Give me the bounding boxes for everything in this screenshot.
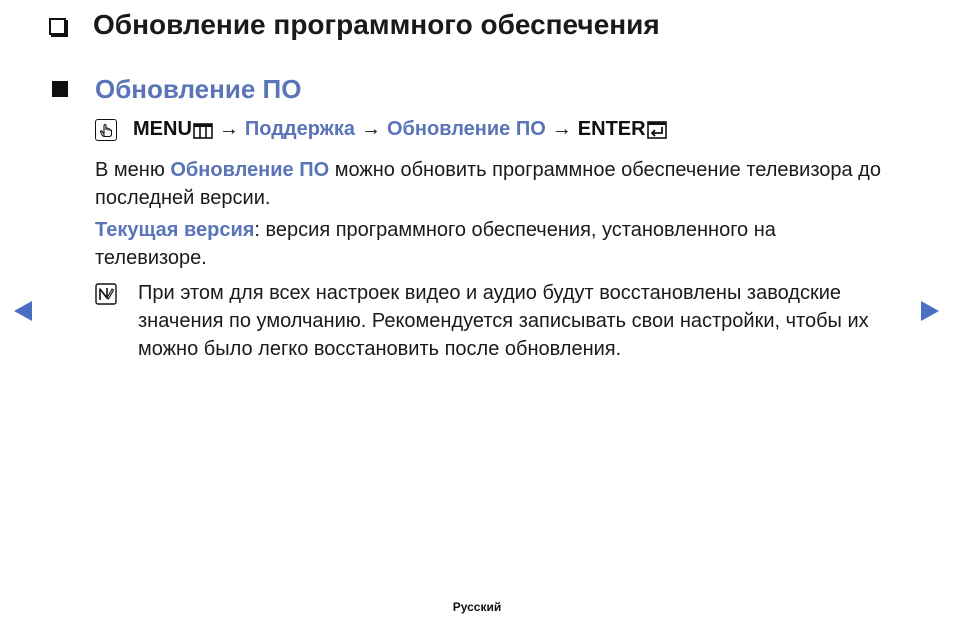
arrow-3: → [551,118,572,140]
p1-suffix: можно обновить программное обеспечение телевизора до последней версии. [95,159,881,209]
paragraph-current-version [95,216,885,272]
note-text: При этом для всех настроек видео и аудио будут восстановлены заводские значения по умолчанию. Рекомендуется записывать свои настройки, чтобы их можно было легко восстановить после обновления. [138,282,869,360]
p1-prefix: В меню [95,159,171,181]
p2-suffix: : версия программного обеспечения, установленного на телевизоре. [95,219,776,269]
p1-highlight: Обновление ПО [170,159,330,181]
enter-icon [647,121,667,139]
enter-label: ENTER [577,118,646,140]
section-title: Обновление ПО [95,74,302,104]
p2-highlight: Текущая версия [95,219,255,241]
menu-label: MENU [133,118,192,140]
square-bullet-icon [52,81,68,97]
note-icon [95,283,117,305]
arrow-left-icon[interactable] [14,301,32,321]
menu-icon [193,122,213,138]
arrow-2: → [361,118,381,140]
menu-path [95,118,667,141]
menu-item-update: Обновление ПО [387,118,546,140]
paragraph-intro [95,156,885,212]
menu-item-support: Поддержка [244,118,355,140]
title-checkbox-icon [49,18,66,35]
page-title: Обновление программного обеспечения [93,9,660,40]
arrow-1: → [218,118,239,140]
arrow-right-icon[interactable] [921,301,939,321]
hand-pointer-icon [95,119,117,141]
footer-language: Русский [452,600,502,614]
